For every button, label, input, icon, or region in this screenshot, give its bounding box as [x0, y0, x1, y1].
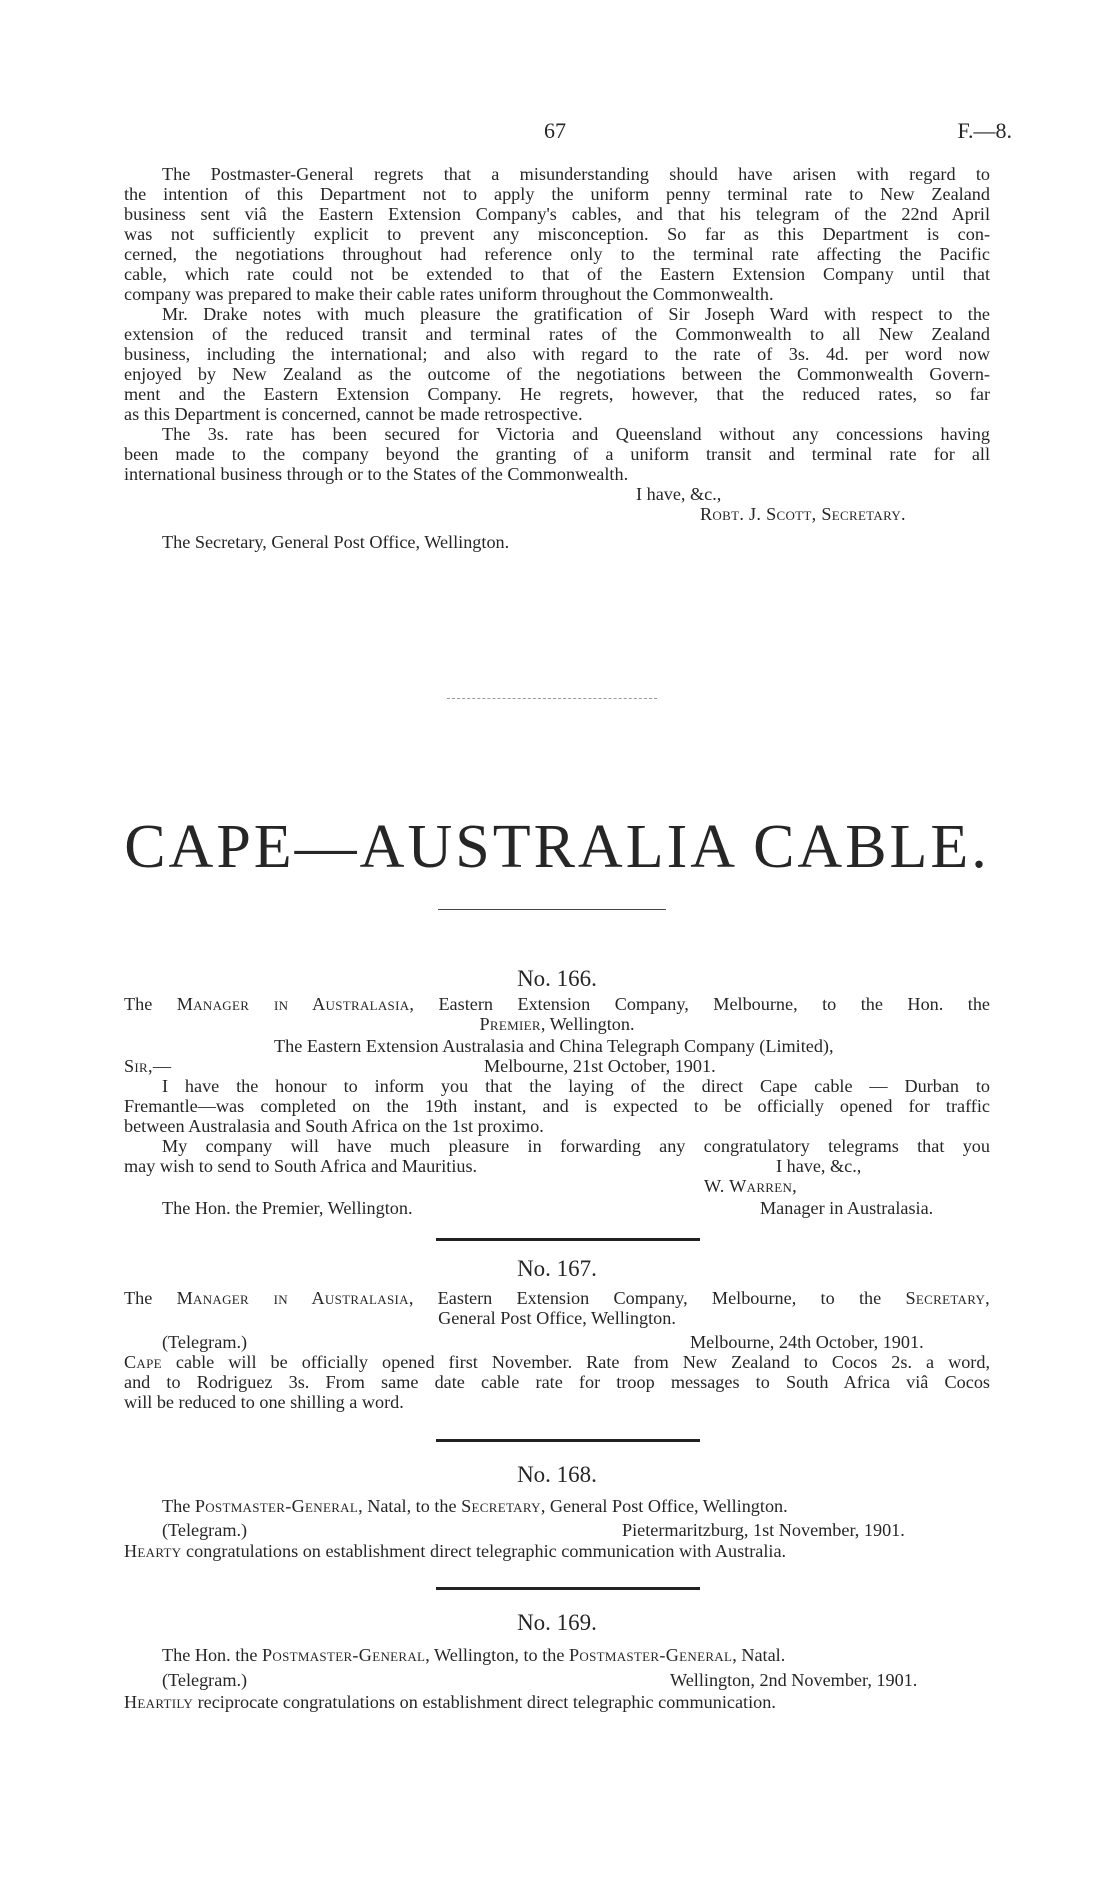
text-line: the intention of this Department not to apply the uniform penny terminal rate to New Zealand [124, 184, 990, 204]
text-line: Heartily reciprocate congratulations on establishment direct telegraphic communication. [124, 1692, 776, 1712]
text-line: The Postmaster-General regrets that a misunderstanding should have arisen with regard to [162, 164, 990, 184]
text-line: Cape cable will be officially opened first November. Rate from New Zealand to Cocos 2s. a word, [124, 1352, 990, 1372]
text-line: ment and the Eastern Extension Company. He regrets, however, that the reduced rates, so far [124, 384, 990, 404]
text-line: company was prepared to make their cable rates uniform throughout the Commonwealth. [124, 284, 774, 304]
document-heading: Premier, Wellington. [479, 1014, 635, 1034]
text-line: Mr. Drake notes with much pleasure the gratification of Sir Joseph Ward with respect to the [162, 304, 990, 324]
text-line: My company will have much pleasure in forwarding any congratulatory telegrams that you [162, 1136, 990, 1156]
telegram-label: (Telegram.) [162, 1520, 248, 1540]
document-heading: The Hon. the Postmaster-General, Wellington, to the Postmaster-General, Natal. [162, 1645, 786, 1665]
date-line: Pietermaritzburg, 1st November, 1901. [622, 1520, 905, 1540]
text-line: extension of the reduced transit and terminal rates of the Commonwealth to all New Zealand [124, 324, 990, 344]
closing: I have, &c., [636, 484, 722, 504]
document-heading: The Postmaster-General, Natal, to the Secretary, General Post Office, Wellington. [162, 1496, 788, 1516]
date-line: Melbourne, 24th October, 1901. [690, 1332, 924, 1352]
telegram-label: (Telegram.) [162, 1670, 248, 1690]
date-line: Wellington, 2nd November, 1901. [670, 1670, 918, 1690]
closing: I have, &c., [776, 1156, 862, 1176]
document-heading: General Post Office, Wellington. [438, 1308, 676, 1328]
document-number: No. 168. [517, 1462, 597, 1487]
text-line: been made to the company beyond the granting of a uniform transit and terminal rate for all [124, 444, 990, 464]
separator-rule [436, 1587, 700, 1590]
separator-rule [447, 698, 657, 699]
signature: Robt. J. Scott, Secretary. [700, 504, 906, 524]
text-line: may wish to send to South Africa and Mauritius. [124, 1156, 478, 1176]
text-line: Hearty congratulations on establishment direct telegraphic communication with Australia. [124, 1541, 787, 1561]
text-line: will be reduced to one shilling a word. [124, 1392, 404, 1412]
title-rule [438, 909, 666, 910]
signature: W. Warren, [704, 1176, 798, 1196]
text-line: business sent viâ the Eastern Extension Company's cables, and that his telegram of the 22nd April [124, 204, 990, 224]
separator-rule [436, 1439, 700, 1442]
document-number: No. 169. [517, 1610, 597, 1635]
signatory-title: Manager in Australasia. [760, 1198, 934, 1218]
telegram-label: (Telegram.) [162, 1332, 248, 1352]
text-line: enjoyed by New Zealand as the outcome of the negotiations between the Commonwealth Govern- [124, 364, 990, 384]
addressee: The Hon. the Premier, Wellington. [162, 1198, 413, 1218]
text-line: Fremantle—was completed on the 19th instant, and is expected to be officially opened for traffic [124, 1096, 990, 1116]
page-reference: F.—8. [957, 118, 1012, 143]
text-line: as this Department is concerned, cannot be made retrospective. [124, 404, 583, 424]
document-heading: The Manager in Australasia, Eastern Extension Company, Melbourne, to the Hon. the [124, 994, 991, 1014]
text-line: between Australasia and South Africa on the 1st proximo. [124, 1116, 544, 1136]
page-number: 67 [544, 118, 566, 143]
document-number: No. 166. [517, 966, 597, 991]
date-line: Melbourne, 21st October, 1901. [484, 1056, 716, 1076]
document-heading: The Manager in Australasia, Eastern Extension Company, Melbourne, to the Secretary, [124, 1288, 991, 1308]
salutation: Sir,— [124, 1056, 172, 1076]
separator-rule [436, 1238, 700, 1241]
text-line: cerned, the negotiations throughout had reference only to the terminal rate affecting the Pacific [124, 244, 990, 264]
text-line: business, including the international; and also with regard to the rate of 3s. 4d. per word now [124, 344, 990, 364]
text-line: international business through or to the States of the Commonwealth. [124, 464, 629, 484]
text-line: I have the honour to inform you that the laying of the direct Cape cable — Durban to [162, 1076, 990, 1096]
document-number: No. 167. [517, 1256, 597, 1281]
text-line: and to Rodriguez 3s. From same date cable rate for troop messages to South Africa viâ Cocos [124, 1372, 990, 1392]
section-title: CAPE—AUSTRALIA CABLE. [124, 813, 990, 881]
addressee: The Secretary, General Post Office, Wellington. [162, 532, 510, 552]
text-line: The 3s. rate has been secured for Victoria and Queensland without any concessions having [162, 424, 990, 444]
sender-line: The Eastern Extension Australasia and China Telegraph Company (Limited), [274, 1036, 834, 1056]
text-line: cable, which rate could not be extended to that of the Eastern Extension Company until that [124, 264, 990, 284]
text-line: was not sufficiently explicit to prevent any misconception. So far as this Department is con- [124, 224, 990, 244]
